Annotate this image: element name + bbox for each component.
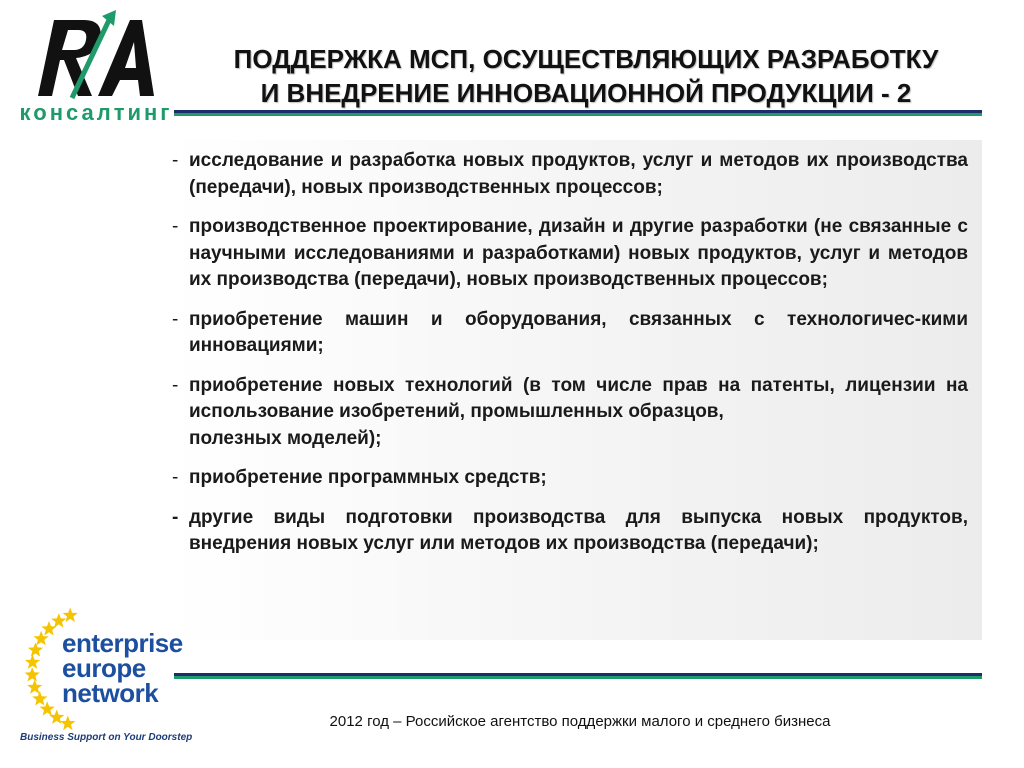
een-star-icon — [25, 667, 40, 681]
list-dash: - — [172, 467, 179, 488]
list-dash: - — [172, 374, 179, 396]
een-star-icon — [63, 608, 78, 623]
een-word-1: enterprise — [62, 628, 183, 658]
list-dash: - — [172, 216, 179, 237]
een-star-icon — [32, 691, 47, 706]
list-dash: - — [172, 150, 179, 171]
list-dash: - — [172, 308, 179, 330]
list-item — [172, 373, 968, 453]
footer-text: 2012 год – Российское агентство поддержки малого и среднего бизнеса — [329, 713, 831, 730]
list-item — [172, 465, 968, 492]
list-item — [172, 307, 968, 360]
list-item-text: приобретение машин и оборудования, связанных с технологичес-кими инновациями; — [189, 308, 968, 356]
list-item — [172, 214, 968, 294]
ra-logo-mark — [32, 10, 158, 100]
list-item-text: другие виды подготовки производства для выпуска новых продуктов, внедрения новых услуг или методов их производства (передачи); — [189, 506, 968, 554]
divider-green-line — [174, 113, 982, 116]
list-item-text: исследование и разработка новых продуктов, услуг и методов их производства (передачи), новых производственных процессов; — [189, 150, 968, 198]
list-item-text: приобретение новых технологий (в том числе прав на патенты, лицензии на использование изобретений, промышленных образцов, — [189, 374, 968, 422]
title-line-2: И ВНЕДРЕНИЕ ИННОВАЦИОННОЙ ПРОДУКЦИИ - 2 — [260, 78, 912, 108]
een-word-2: europe — [62, 653, 146, 683]
title-divider — [174, 110, 982, 116]
een-star-icon — [25, 654, 40, 669]
een-star-icon — [41, 621, 56, 636]
title-line-1: ПОДДЕРЖКА МСП, ОСУЩЕСТВЛЯЮЩИХ РАЗРАБОТКУ — [233, 44, 939, 74]
een-star-icon — [60, 716, 75, 731]
een-tagline: Business Support on Your Doorstep — [20, 732, 193, 743]
logo-wordmark: консалтинг — [19, 100, 173, 125]
divider-green-line — [174, 676, 982, 679]
list-item-text: производственное проектирование, дизайн и другие разработки (не связанные с научными исследованиями и разработками) новых продуктов, услуг и методов их производства (передачи), новых производственных процессов; — [189, 216, 968, 290]
een-star-icon — [51, 613, 66, 628]
list-item-text: приобретение программных средств; — [189, 467, 547, 488]
ra-consulting-logo — [6, 6, 176, 125]
een-word-3: network — [62, 678, 159, 708]
page-title — [196, 42, 976, 110]
list-item — [172, 148, 968, 201]
list-dash: - — [172, 506, 179, 528]
een-star-icon — [28, 642, 43, 656]
footer-divider — [174, 673, 982, 679]
list-item — [172, 505, 968, 558]
activity-list — [172, 148, 968, 571]
list-item-text-continued: полезных моделей); — [189, 427, 382, 449]
